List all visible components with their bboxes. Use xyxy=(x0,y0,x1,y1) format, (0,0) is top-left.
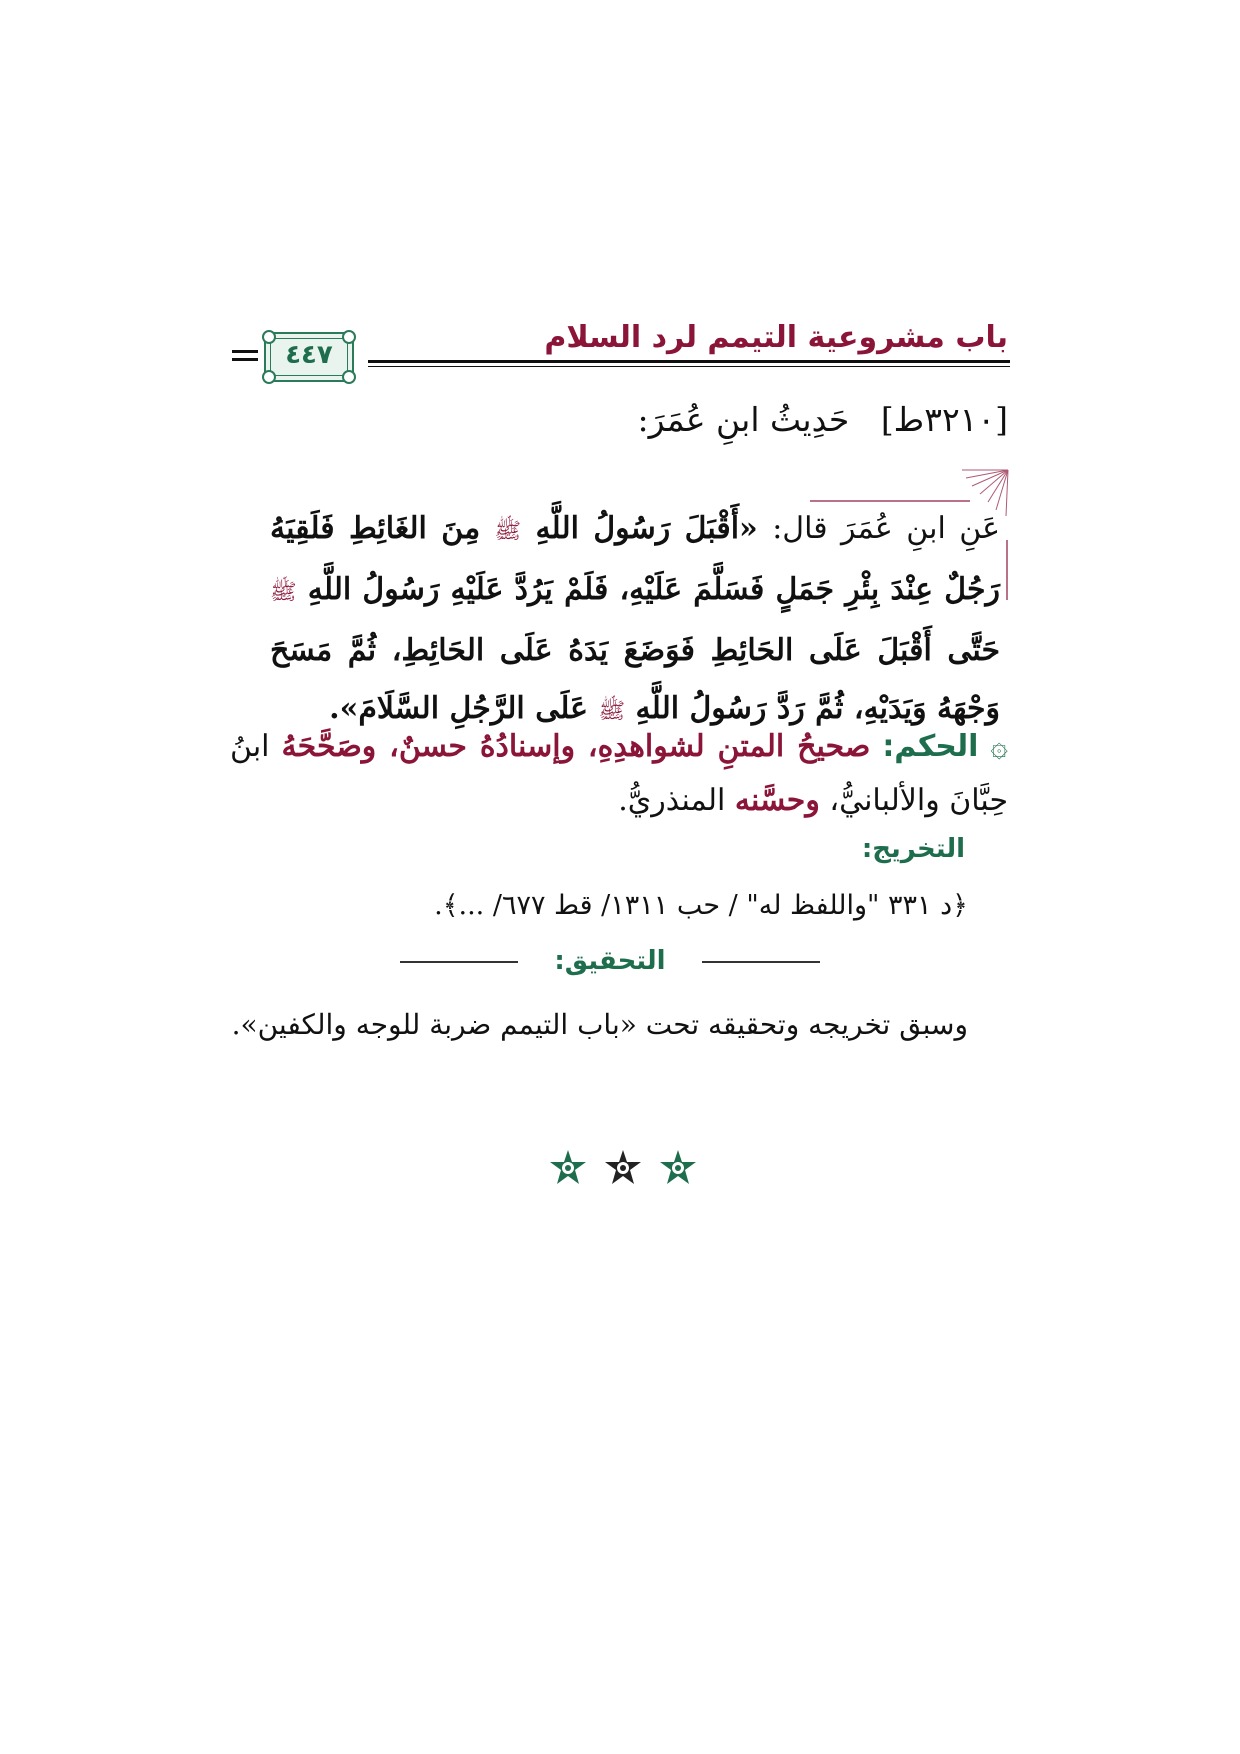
corner-ornament-vertical xyxy=(1006,540,1008,600)
flower-icon xyxy=(603,1148,643,1188)
ruling-paragraph xyxy=(230,720,1008,828)
ruling-hasan: وحسَّنه xyxy=(734,783,820,818)
takhrij-label: التخريج: xyxy=(861,834,965,864)
header-rule-bottom xyxy=(368,366,1010,367)
divider-label-wrap xyxy=(400,946,820,976)
salutation-mark: ﷺ xyxy=(270,580,297,605)
page-number: ٤٤٧ xyxy=(285,340,333,370)
hadith-heading xyxy=(637,400,1008,439)
hadith-title: حَدِيثُ ابنِ عُمَرَ: xyxy=(637,400,850,439)
hadith-text xyxy=(270,500,1000,741)
tahqiq-label: التحقيق: xyxy=(518,946,701,976)
flower-icon xyxy=(548,1148,588,1188)
hadith-text-part: حَتَّى أَقْبَلَ عَلَى الحَائِطِ فَوَضَعَ يَدَهُ عَلَى الحَائِطِ، ثُمَّ مَسَحَ وَجْهَهُ وَيَدَيْهِ، ثُمَّ رَدَّ رَسُولُ اللَّهِ xyxy=(270,633,1000,726)
chapter-title: باب مشروعية التيمم لرد السلام xyxy=(544,320,1008,355)
takhrij-text: ﴿د ٣٣١ "واللفظ له" / حب ١٣١١/ قط ٦٧٧/ ...﴾. xyxy=(434,890,968,921)
page-number-frame xyxy=(264,332,354,382)
ruling-label: الحكم: xyxy=(882,729,979,764)
hadith-text-part: «أَقْبَلَ رَسُولُ اللَّهِ xyxy=(535,511,758,546)
salutation-mark: ﷺ xyxy=(598,699,626,724)
frame-corner-ornament xyxy=(262,370,276,384)
ruling-authenticators: ابنُ حِبَّانَ والألبانيُّ، xyxy=(230,729,1008,818)
hadith-text-part: عَلَى الرَّجُلِ السَّلَامَ». xyxy=(329,691,589,726)
end-ornament xyxy=(548,1148,698,1188)
ruling-verdict: صحيحُ المتنِ لشواهدِهِ، وإسنادُهُ حسنٌ، وصَحَّحَهُ xyxy=(281,729,871,764)
header-rule-left-top xyxy=(232,350,258,353)
flower-icon xyxy=(658,1148,698,1188)
header-rule-top xyxy=(368,360,1010,363)
hadith-narrator: عَنِ ابنِ عُمَرَ قال: xyxy=(772,511,1000,546)
hadith-text-part: مِنَ الغَائِطِ فَلَقِيَهُ رَجُلٌ عِنْدَ بِئْرِ جَمَلٍ فَسَلَّمَ عَلَيْهِ، فَلَمْ يَرُدَّ عَلَيْهِ رَسُولُ اللَّهِ xyxy=(270,511,1000,607)
tahqiq-divider xyxy=(400,942,820,982)
hadith-number: [٣٢١٠ط] xyxy=(880,400,1008,439)
header-rule-left-bottom xyxy=(232,358,258,361)
salutation-mark: ﷺ xyxy=(494,519,522,544)
frame-corner-ornament xyxy=(342,370,356,384)
flower-icon: ۞ xyxy=(990,729,1008,764)
ruling-authenticator-2: المنذريُّ. xyxy=(618,783,726,818)
tahqiq-note: وسبق تخريجه وتحقيقه تحت «باب التيمم ضربة للوجه والكفين». xyxy=(231,1008,968,1041)
